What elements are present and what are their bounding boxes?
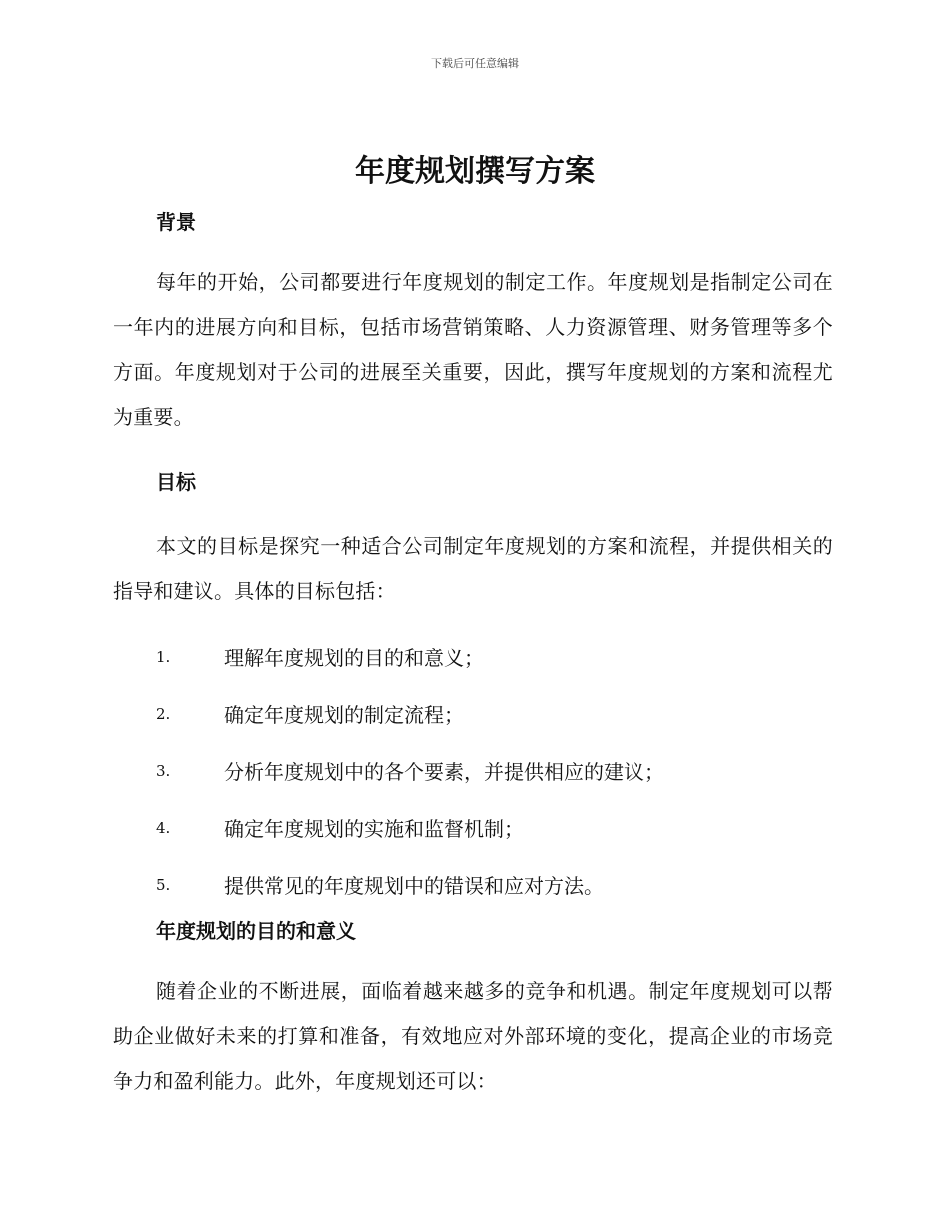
list-item xyxy=(113,685,833,742)
list-item-text: 确定年度规划的实施和监督机制； xyxy=(224,817,524,841)
list-item-text: 提供常见的年度规划中的错误和应对方法。 xyxy=(224,874,604,898)
document-body xyxy=(113,204,833,1104)
list-item-number: 1. xyxy=(156,647,171,666)
section-paragraph-goals: 本文的目标是探究一种适合公司制定年度规划的方案和流程，并提供相关的指导和建议。具体的目标包括： xyxy=(113,534,833,603)
list-item-number: 2. xyxy=(156,704,171,723)
list-item-number: 5. xyxy=(156,875,171,894)
list-item xyxy=(113,799,833,856)
list-item-text: 确定年度规划的制定流程； xyxy=(224,703,464,727)
goals-list xyxy=(113,628,833,913)
list-item xyxy=(113,628,833,685)
section-heading-purpose: 年度规划的目的和意义 xyxy=(156,919,356,943)
section-heading-background: 背景 xyxy=(156,210,196,234)
list-item-text: 分析年度规划中的各个要素，并提供相应的建议； xyxy=(224,760,664,784)
section-paragraph-purpose: 随着企业的不断进展，面临着越来越多的竞争和机遇。制定年度规划可以帮助企业做好未来的打算和准备，有效地应对外部环境的变化，提高企业的市场竞争力和盈利能力。此外，年度规划还可以： xyxy=(113,979,833,1093)
list-item-number: 4. xyxy=(156,818,171,837)
document-title: 年度规划撰写方案 xyxy=(355,154,595,189)
list-item-text: 理解年度规划的目的和意义； xyxy=(224,646,484,670)
header-note: 下载后可任意编辑 xyxy=(431,57,519,70)
list-item-number: 3. xyxy=(156,761,171,780)
list-item xyxy=(113,856,833,913)
section-heading-goals: 目标 xyxy=(156,470,196,494)
list-item xyxy=(113,742,833,799)
section-paragraph-background: 每年的开始，公司都要进行年度规划的制定工作。年度规划是指制定公司在一年内的进展方向和目标，包括市场营销策略、人力资源管理、财务管理等多个方面。年度规划对于公司的进展至关重要，因此，撰写年度规划的方案和流程尤为重要。 xyxy=(113,270,833,429)
